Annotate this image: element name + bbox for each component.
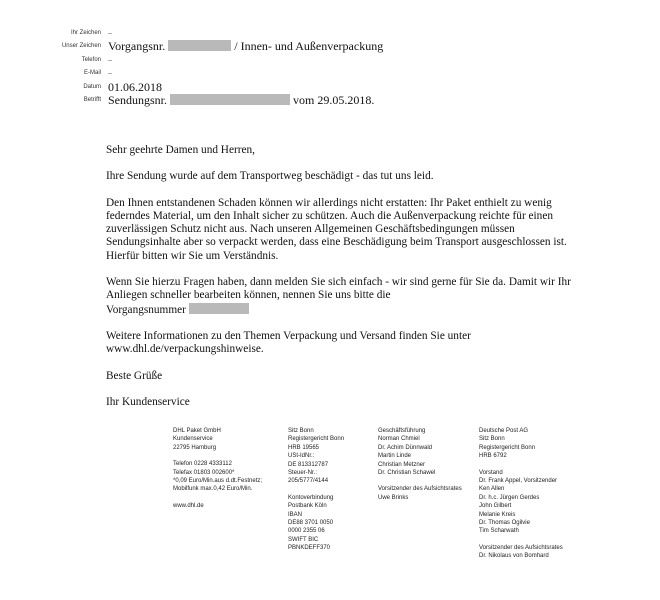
datum-label: Datum (83, 84, 101, 90)
footer-line: Norman Chmiel (378, 436, 420, 443)
footer-line: 22795 Hamburg (173, 444, 217, 451)
footer-col-management (378, 427, 462, 502)
footer-line: HRB 19565 (288, 444, 320, 451)
ihr-zeichen-value: – (108, 28, 112, 37)
footer-line: Christian Metzner (378, 461, 426, 468)
footer-line: Registergericht Bonn (288, 436, 345, 443)
footer-line: Registergericht Bonn (479, 444, 536, 451)
footer-line: Steuer-Nr.: (288, 470, 318, 477)
footer-line: Dr. Thomas Ogilvie (479, 520, 530, 527)
unser-zeichen-value (108, 39, 383, 54)
email-value: – (108, 68, 112, 77)
vorgangsnr-suffix: / Innen- und Außenverpackung (234, 39, 384, 53)
betrifft-value (108, 93, 374, 108)
email-label: E-Mail (83, 70, 101, 76)
footer-line: Dr. Achim Dünnwald (378, 444, 433, 451)
footer-line: DE88 3701 0050 (288, 520, 334, 527)
sendungsnr-prefix: Sendungsnr. (108, 93, 168, 107)
ihr-zeichen-label: Ihr Zeichen (70, 30, 101, 36)
footer-website: www.dhl.de (173, 502, 204, 509)
paragraph-questions (106, 276, 586, 317)
sendungsnr-suffix: vom 29.05.2018. (293, 93, 375, 107)
footer-line: 205/5777/4144 (288, 478, 329, 485)
footer-line: 0000 2355 06 (288, 528, 325, 535)
vorgangsnummer-label: Vorgangsnummer (106, 303, 186, 316)
closing: Beste Grüße (106, 369, 163, 382)
letter-body (106, 144, 586, 422)
redacted-vorgangsnr (168, 40, 231, 51)
footer-line: DE 813312787 (288, 461, 329, 468)
footer-line: Kundenservice (173, 436, 213, 443)
footer-line: Telefon 0228 4333112 (173, 461, 232, 468)
footer-line: Vorstand (479, 469, 503, 476)
footer-line: John Gilbert (479, 503, 512, 510)
footer-line: Sitz Bonn (479, 436, 505, 443)
questions-text: Wenn Sie hierzu Fragen haben, dann melden Sie sich einfach - wir sind gerne für Sie da. Damit wir Ihr Anliegen schneller bearbeiten können, nennen Sie uns bitte die (106, 276, 571, 302)
salutation: Sehr geehrte Damen und Herren, (106, 144, 255, 156)
footer-line: Vorsitzender des Aufsichtsrates (479, 544, 563, 551)
footer-line: Deutsche Post AG (479, 428, 529, 434)
redacted-vorgangsnummer (189, 303, 249, 314)
telefon-label: Telefon (81, 57, 101, 63)
footer-line: Dr. Frank Appel, Vorsitzender (479, 478, 558, 485)
paragraph-info: Weitere Informationen zu den Themen Verpackung und Versand finden Sie unter www.dhl.de/verpackungshinweise. (106, 329, 471, 356)
footer-col-dhl-paket (173, 427, 262, 510)
footer-line: PBNKDEFF370 (288, 545, 331, 552)
footer-line: Tim Scharwath (479, 528, 519, 535)
footer-line: Dr. Nikolaus von Bomhard (479, 553, 549, 560)
unser-zeichen-label: Unser Zeichen (61, 43, 101, 49)
footer-line: Martin Linde (378, 453, 412, 460)
redacted-sendungsnr (170, 94, 290, 105)
footer-col-register (288, 427, 344, 553)
footer-line: Postbank Köln (288, 503, 327, 510)
telefon-value: – (108, 55, 112, 64)
footer-line: Sitz Bonn (288, 428, 314, 434)
footer-line: Ken Allen (479, 486, 505, 493)
footer-line: Mobilfunk max.0,42 Euro/Min. (173, 486, 253, 493)
footer-line: *0,09 Euro/Min.aus d.dt.Festnetz; (173, 478, 263, 485)
betrifft-label: Betrifft (83, 97, 101, 103)
signature: Ihr Kundenservice (106, 395, 190, 408)
footer-line: Geschäftsführung (378, 428, 426, 434)
footer-line: SWIFT BIC (288, 536, 319, 543)
footer-line: DHL Paket GmbH (173, 428, 221, 434)
footer-col-deutsche-post (479, 427, 563, 561)
footer-line: HRB 6792 (479, 453, 507, 460)
footer-line: IBAN (288, 511, 303, 518)
footer-line: Dr. h.c. Jürgen Gerdes (479, 494, 540, 501)
footer-line: Vorsitzender des Aufsichtsrates (378, 486, 462, 493)
datum-value: 01.06.2018 (108, 80, 162, 94)
paragraph-refusal: Den Ihnen entstandenen Schaden können wir allerdings nicht erstatten: Ihr Paket enthielt zu wenig federndes Material, um den Inhalt sicher zu schützen. Auch die Außenverpackung reichte für einen zuverlässigen Schutz nicht aus. Nach unseren Allgemeinen Geschäftsbedingungen müssen Sendungsinhalte aber so verpackt werden, dass eine Beschädigung beim Transport ausgeschlossen ist. Hierfür bitten wir Sie um Verständnis. (106, 196, 567, 262)
footer-line: Melanie Kreis (479, 511, 516, 518)
paragraph-damage: Ihre Sendung wurde auf dem Transportweg beschädigt - das tut uns leid. (106, 170, 434, 183)
footer-line: Uwe Brinks (378, 494, 409, 501)
footer-line: USt-IdNr.: (288, 453, 315, 460)
footer-line: Dr. Christian Schawel (378, 470, 436, 477)
footer-line: Kontoverbindung (288, 494, 334, 501)
vorgangsnr-prefix: Vorgangsnr. (108, 39, 166, 53)
footer-line: Telefax 01803 002600* (173, 469, 235, 476)
